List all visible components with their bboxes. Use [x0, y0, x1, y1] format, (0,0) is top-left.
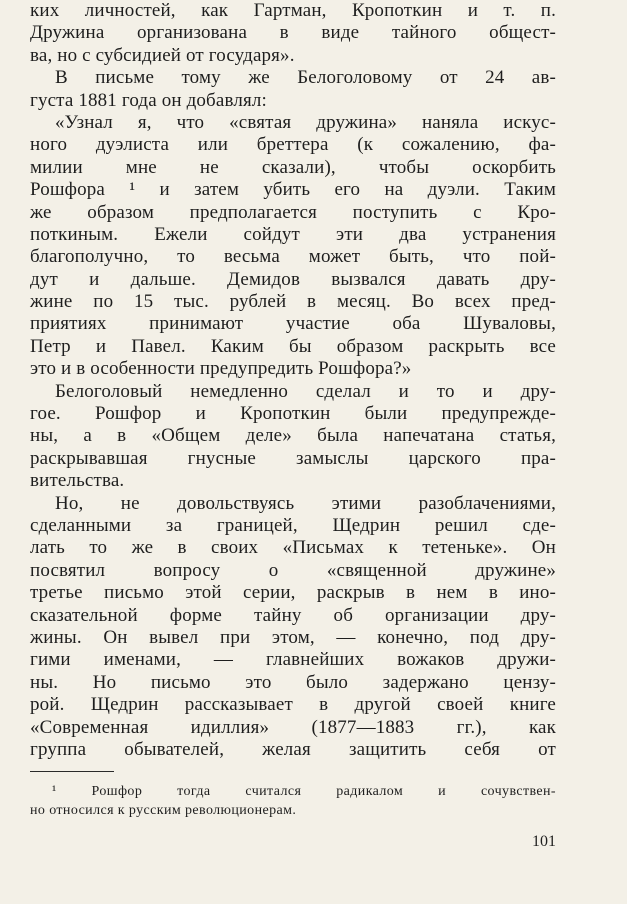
- text-line: Петр и Павел. Каким бы образом раскрыть все: [30, 335, 556, 357]
- text-line: Рошфора ¹ и затем убить его на дуэли. Таким: [30, 179, 556, 201]
- text-line: густа 1881 года он добавлял:: [30, 89, 267, 111]
- text-line: жине по 15 тыс. рублей в месяц. Во всех пред-: [30, 291, 556, 313]
- text-line: ны. Но письмо это было задержано цензу-: [30, 671, 556, 693]
- text-line: рой. Щедрин рассказывает в другой своей книге: [30, 694, 556, 716]
- text-line: ва, но с субсидией от государя».: [30, 44, 295, 66]
- text-line: приятиях принимают участие оба Шуваловы,: [30, 313, 556, 335]
- text-line: лать то же в своих «Письмах к тетеньке». Он: [30, 537, 556, 559]
- text-line: группа обывателей, желая защитить себя от: [30, 738, 556, 760]
- text-line: дут и дальше. Демидов вызвался давать дру-: [30, 268, 556, 290]
- text-line: поткиным. Ежели сойдут эти два устранения: [30, 223, 556, 245]
- text-line: это и в особенности предупредить Рошфора?»: [30, 358, 412, 380]
- text-line: ны, а в «Общем деле» была напечатана статья,: [30, 425, 556, 447]
- text-line: Белоголовый немедленно сделал и то и дру-: [55, 380, 556, 402]
- page-number: 101: [532, 833, 556, 850]
- footnote-divider: [30, 771, 114, 772]
- text-line: В письме тому же Белоголовому от 24 ав-: [55, 67, 556, 89]
- text-line: же образом предполагается поступить с Кро-: [30, 201, 556, 223]
- text-line: сказательной форме тайну об организации дру-: [30, 604, 556, 626]
- text-line: сделанными за границей, Щедрин решил сде-: [30, 514, 556, 536]
- text-line: благополучно, то весьма может быть, что пой-: [30, 246, 556, 268]
- text-line: Но, не довольствуясь этими разоблачениями,: [55, 492, 556, 514]
- text-line: жины. Он вывел при этом, — конечно, под дру-: [30, 626, 556, 648]
- main-text: [30, 0, 556, 761]
- text-line: посвятил вопросу о «священной дружине»: [30, 559, 556, 581]
- text-line: ких личностей, как Гартман, Кропоткин и т. п.: [30, 0, 556, 21]
- text-line: гое. Рошфор и Кропоткин были предупрежде-: [30, 403, 556, 425]
- text-line: вительства.: [30, 470, 125, 492]
- text-line: «Современная идиллия» (1877—1883 гг.), как: [30, 716, 556, 738]
- footnote-line: ¹ Рошфор тогда считался радикалом и сочувствен-: [52, 784, 556, 799]
- footnote-line: но относился к русским революционерам.: [30, 803, 297, 818]
- text-line: ного дуэлиста или бреттера (к сожалению, фа-: [30, 134, 556, 156]
- text-line: третье письмо этой серии, раскрыв в нем в ино-: [30, 582, 556, 604]
- text-line: раскрывавшая гнусные замыслы царского пра-: [30, 447, 556, 469]
- text-line: гими именами, — главнейших вожаков дружи-: [30, 649, 556, 671]
- footnote: [30, 782, 556, 820]
- text-line: Дружина организована в виде тайного общест-: [30, 22, 556, 44]
- text-line: милии мне не сказали), чтобы оскорбить: [30, 156, 556, 178]
- text-line: «Узнал я, что «святая дружина» наняла искус-: [55, 111, 556, 133]
